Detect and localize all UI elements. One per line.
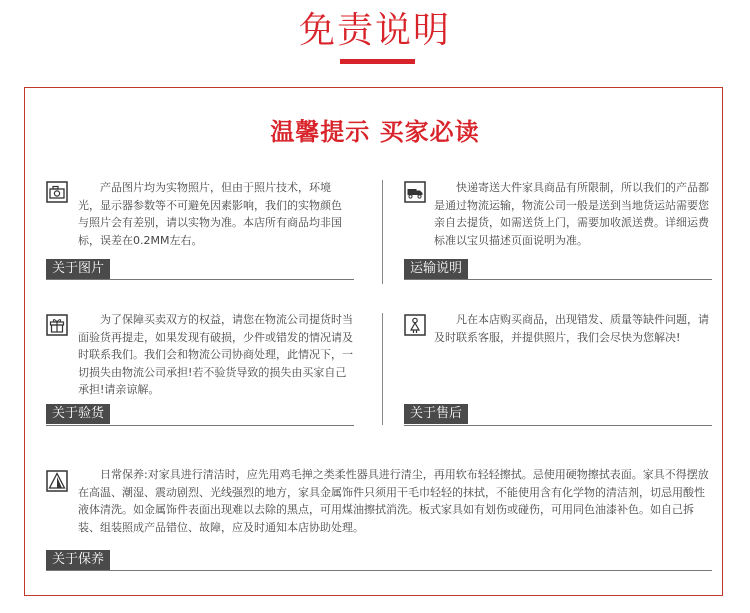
aftersale-label: 关于售后 <box>404 404 468 424</box>
notice-subtitle: 温馨提示 买家必读 <box>270 118 480 146</box>
warning-triangle-icon <box>46 470 68 492</box>
photos-divider <box>46 279 354 280</box>
photos-text: 产品图片均为实物照片，但由于照片技术，环境光，显示器参数等不可避免因素影响，我们的实物颜色与照片会有差别，请以实物为准。本店所有商品均非国标，误差在0.2MM左右。 <box>78 181 342 247</box>
gift-box-icon <box>46 314 68 336</box>
photos-label: 关于图片 <box>46 259 110 279</box>
shipping-text: 快递寄送大件家具商品有所限制，所以我们的产品都是通过物流运输，物流公司一般是送到当地货运站需要您亲自去提货，如需送货上门，需要加收派送费。详细运费标准以宝贝描述页面说明为准。 <box>434 181 709 247</box>
camera-icon <box>46 181 68 203</box>
title-underline <box>340 59 415 64</box>
shipping-label: 运输说明 <box>404 259 468 279</box>
maintenance-divider <box>46 570 712 571</box>
shipping-divider <box>404 279 712 280</box>
inspection-label: 关于验货 <box>46 404 110 424</box>
inspection-divider <box>46 425 354 426</box>
aftersale-divider <box>404 425 712 426</box>
column-divider-top <box>382 180 383 284</box>
truck-icon <box>404 181 426 203</box>
page-title: 免责说明 <box>298 10 451 51</box>
maintenance-text: 日常保养:对家具进行清洁时，应先用鸡毛掸之类柔性器具进行清尘，再用软布轻轻擦拭。忌使用硬物擦拭表面。家具不得摆放在高温、潮湿、震动剧烈、光线强烈的地方，家具金属饰件只须用干毛巾轻轻的抹拭，不能使用含有化学物的清洁剂，切忌用酸性液体清洗。如金属饰件表面出现难以去除的黑点，可用煤油擦拭消洗。板式家具如有划伤或碰伤，可用同色油漆补色。如自己拆装、组装照成产品错位、故障，应及时通知本店协助处理。 <box>78 468 709 534</box>
person-icon <box>404 314 426 336</box>
inspection-text: 为了保障买卖双方的权益，请您在物流公司提货时当面验货再提走，如果发现有破损，少件或错发的情况请及时联系我们。我们会和物流公司协商处理，此情况下，一切损失由物流公司承担!若不验货导致的损失由买家自己承担!请亲谅解。 <box>78 313 353 396</box>
column-divider-middle <box>382 313 383 425</box>
maintenance-label: 关于保养 <box>46 550 110 570</box>
aftersale-text: 凡在本店购买商品，出现错发、质量等缺件问题，请及时联系客服，并提供照片，我们会尽快为您解决! <box>434 313 709 344</box>
